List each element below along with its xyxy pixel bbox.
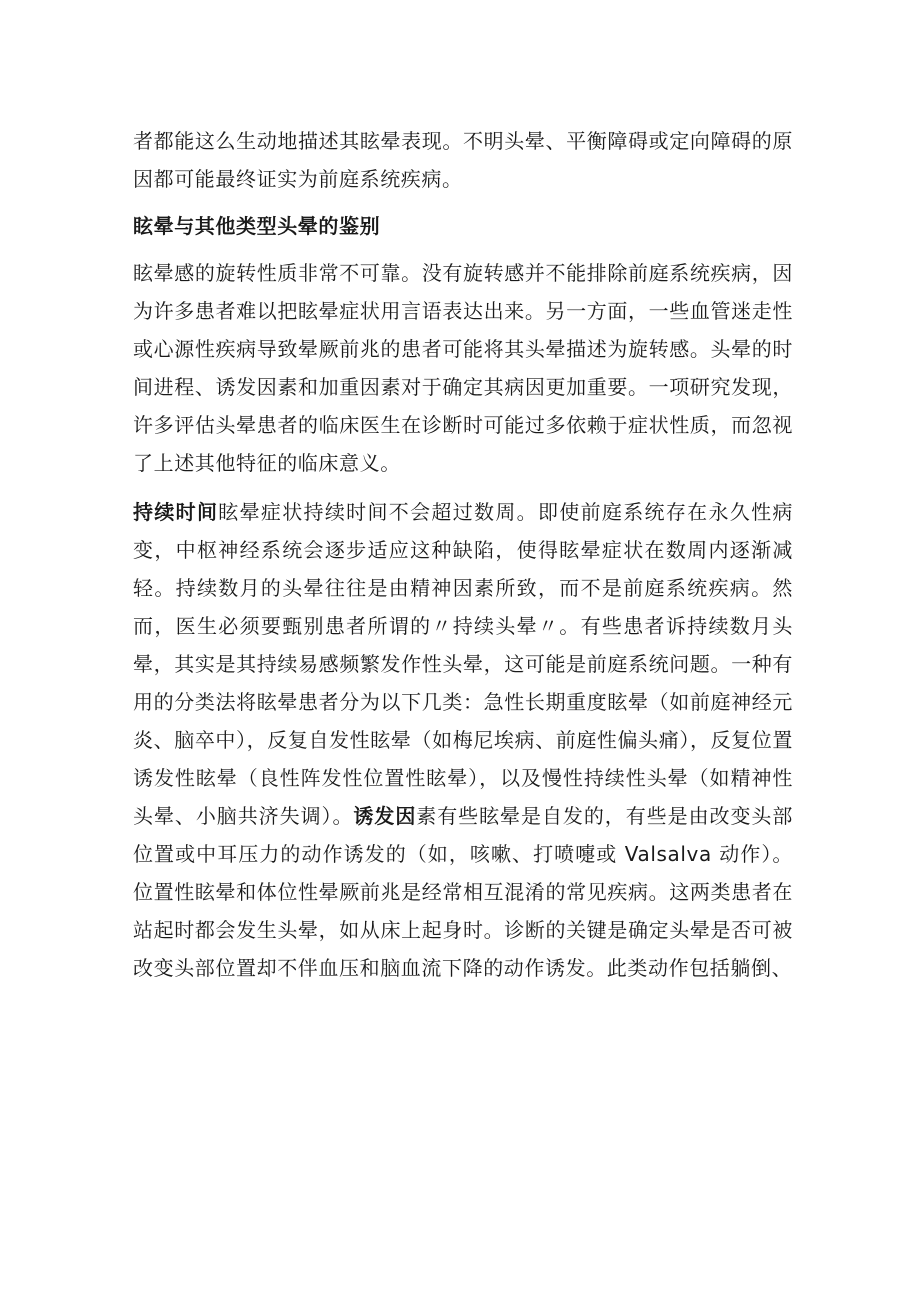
trigger-text: 素有些眩晕是自发的，有些是由改变头部位置或中耳压力的动作诱发的（如，咳嗽、打喷嚏或 Valsalva 动作）。位置性眩晕和体位性晕厥前兆是经常相互混淆的常见疾病。这两类患者在站起时都会发生头晕，如从床上起身时。诊断的关键是确定头晕是否可被改变头部位置却不伴血压和脑血流下降的动作诱发。此类动作包括躺倒、	[133, 804, 793, 980]
paragraph-rotation: 眩晕感的旋转性质非常不可靠。没有旋转感并不能排除前庭系统疾病，因为许多患者难以把眩晕症状用言语表达出来。另一方面，一些血管迷走性或心源性疾病导致晕厥前兆的患者可能将其头晕描述为旋转感。头晕的时间进程、诱发因素和加重因素对于确定其病因更加重要。一项研究发现，许多评估头晕患者的临床医生在诊断时可能过多依赖于症状性质，而忽视了上述其他特征的临床意义。	[133, 261, 793, 475]
document-page	[133, 122, 793, 987]
lead-term-duration: 持续时间	[133, 500, 219, 524]
mid-term-trigger: 诱发因	[353, 804, 417, 828]
section-heading: 眩晕与其他类型头晕的鉴别	[133, 214, 381, 238]
duration-text: 眩晕症状持续时间不会超过数周。即使前庭系统存在永久性病变，中枢神经系统会逐步适应这种缺陷，使得眩晕症状在数周内逐渐减轻。持续数月的头晕往往是由精神因素所致，而不是前庭系统疾病。然而，医生必须要甄别患者所谓的〃持续头晕〃。有些患者诉持续数月头晕，其实是其持续易感频繁发作性头晕，这可能是前庭系统问题。一种有用的分类法将眩晕患者分为以下几类：急性长期重度眩晕（如前庭神经元炎、脑卒中），反复自发性眩晕（如梅尼埃病、前庭性偏头痛），反复位置诱发性眩晕（良性阵发性位置性眩晕），以及慢性持续性头晕（如精神性头晕、小脑共济失调）。	[133, 500, 794, 828]
paragraph-duration	[133, 493, 793, 987]
intro-paragraph: 者都能这么生动地描述其眩晕表现。不明头晕、平衡障碍或定向障碍的原因都可能最终证实为前庭系统疾病。	[133, 129, 793, 191]
